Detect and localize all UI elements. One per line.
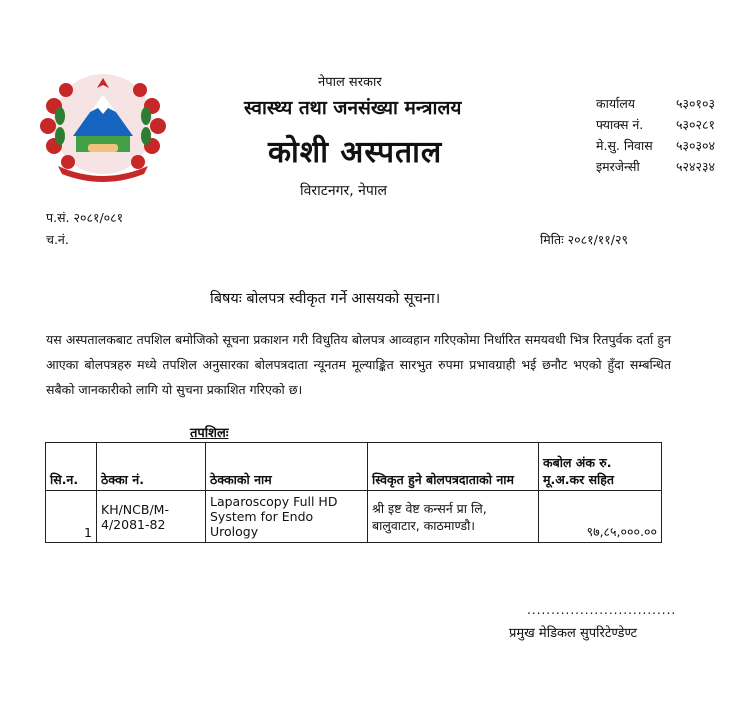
- cell-bidder: श्री इष्ट वेष्ट कन्सर्न प्रा लि, बालुवाटार, काठमाण्डौ।: [368, 491, 539, 543]
- contact-value: ५३०२८१: [676, 117, 716, 132]
- contact-row: [596, 156, 715, 177]
- hospital-address: विराटनगर, नेपाल: [300, 183, 387, 199]
- cell-contract-name: Laparoscopy Full HD System for Endo Urology: [206, 491, 368, 543]
- contact-value: ५२४२३४: [676, 159, 716, 174]
- bid-table: [45, 442, 662, 543]
- table-header-row: [46, 443, 662, 491]
- contact-label: मे.सु. निवास: [596, 138, 653, 153]
- dispatch-number: च.नं.: [46, 232, 69, 247]
- notice-subject: बिषयः बोलपत्र स्वीकृत गर्ने आसयको सूचना।: [210, 291, 441, 307]
- government-name: नेपाल सरकार: [318, 75, 382, 90]
- col-header-contract-no: ठेक्का नं.: [97, 443, 206, 491]
- contact-label: इमरजेन्सी: [596, 159, 640, 174]
- cell-contract-no: KH/NCB/M-4/2081-82: [97, 491, 206, 543]
- contact-row: [596, 93, 715, 114]
- col-header-sn: सि.न.: [46, 443, 97, 491]
- letter-date: मितिः २०८१/११/२९: [540, 232, 628, 247]
- contact-row: [596, 114, 715, 135]
- signature-line: ...............................: [527, 603, 677, 617]
- letter-number: प.सं. २०८१/०८१: [46, 210, 124, 225]
- cell-sn: 1: [46, 491, 97, 543]
- col-header-amount: कबोल अंक रु. मू.अ.कर सहित: [539, 443, 662, 491]
- contact-value: ५३०३०४: [676, 138, 716, 153]
- schedule-label: तपशिलः: [190, 426, 229, 441]
- contact-row: [596, 135, 715, 156]
- cell-amount: ९७,८५,०००.००: [539, 491, 662, 543]
- col-header-bidder: स्विकृत हुने बोलपत्रदाताको नाम: [368, 443, 539, 491]
- ministry-name: स्वास्थ्य तथा जनसंख्या मन्त्रालय: [244, 97, 462, 119]
- contact-label: फ्याक्स नं.: [596, 117, 644, 132]
- contact-value: ५३०१०३: [676, 96, 716, 111]
- table-row: [46, 491, 662, 543]
- notice-body: यस अस्पतालकबाट तपशिल बमोजिको सूचना प्रकाशन गरी विधुतिय बोलपत्र आव्वहान गरिएकोमा निर्धारित समयवधी भित्र रितपुर्वक दर्ता हुन आएका बोलपत्रहरु मध्ये तपशिल अनुसारका बोलपत्रदाता न्यूनतम मूल्याङ्कित सारभुत रुपमा प्रभावग्राही भई छनौट भएको हुँदा सम्बन्धित सबैको जानकारीको लागि यो सुचना प्रकाशित गरिएको छ।: [46, 332, 671, 397]
- nepal-emblem-icon: [28, 66, 178, 188]
- contact-label: कार्यालय: [596, 96, 636, 111]
- col-header-contract-name: ठेक्काको नाम: [206, 443, 368, 491]
- contact-numbers: [596, 93, 715, 177]
- hospital-name: कोशी अस्पताल: [268, 135, 443, 170]
- signatory-title: प्रमुख मेडिकल सुपरिटेण्डेण्ट: [509, 626, 638, 641]
